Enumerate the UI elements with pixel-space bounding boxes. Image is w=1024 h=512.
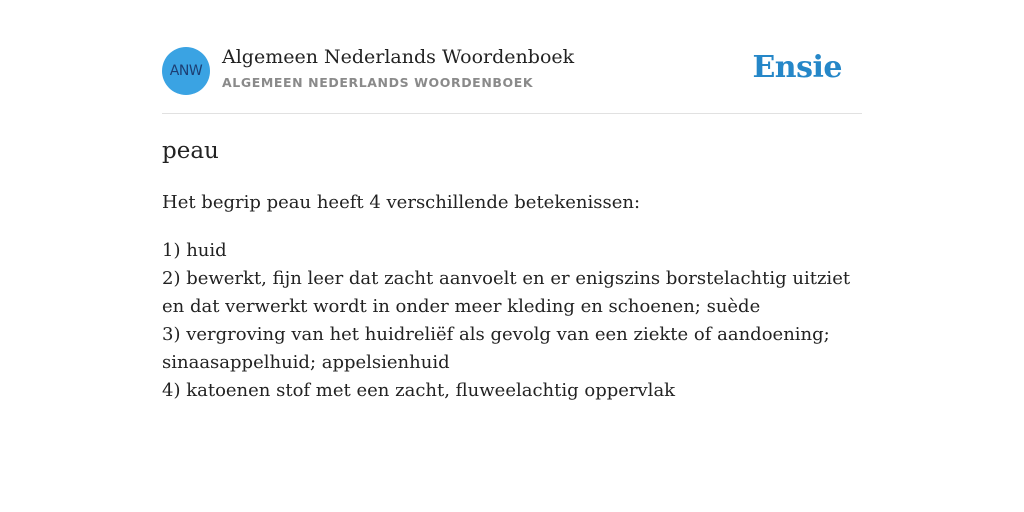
- entry-term: peau: [162, 138, 219, 164]
- meaning-item: 4) katoenen stof met een zacht, fluweelachtig oppervlak: [162, 380, 676, 401]
- entry-card: [162, 0, 862, 512]
- ensie-brand-logo[interactable]: Ensie: [752, 50, 842, 85]
- source-header: [162, 0, 862, 114]
- meaning-item: 2) bewerkt, fijn leer dat zacht aanvoelt en er enigszins borstelachtig uitziet en dat verwerkt wordt in onder meer kleding en schoenen; suède: [162, 268, 851, 317]
- source-logo[interactable]: ANW: [162, 47, 210, 95]
- source-subtitle: ALGEMEEN NEDERLANDS WOORDENBOEK: [222, 75, 534, 90]
- source-title[interactable]: Algemeen Nederlands Woordenboek: [222, 46, 575, 68]
- meanings-list: [162, 237, 864, 405]
- entry-intro: Het begrip peau heeft 4 verschillende betekenissen:: [162, 192, 641, 213]
- meaning-item: 3) vergroving van het huidreliëf als gevolg van een ziekte of aandoening; sinaasappelhuid; appelsienhuid: [162, 324, 830, 373]
- meaning-item: 1) huid: [162, 240, 227, 261]
